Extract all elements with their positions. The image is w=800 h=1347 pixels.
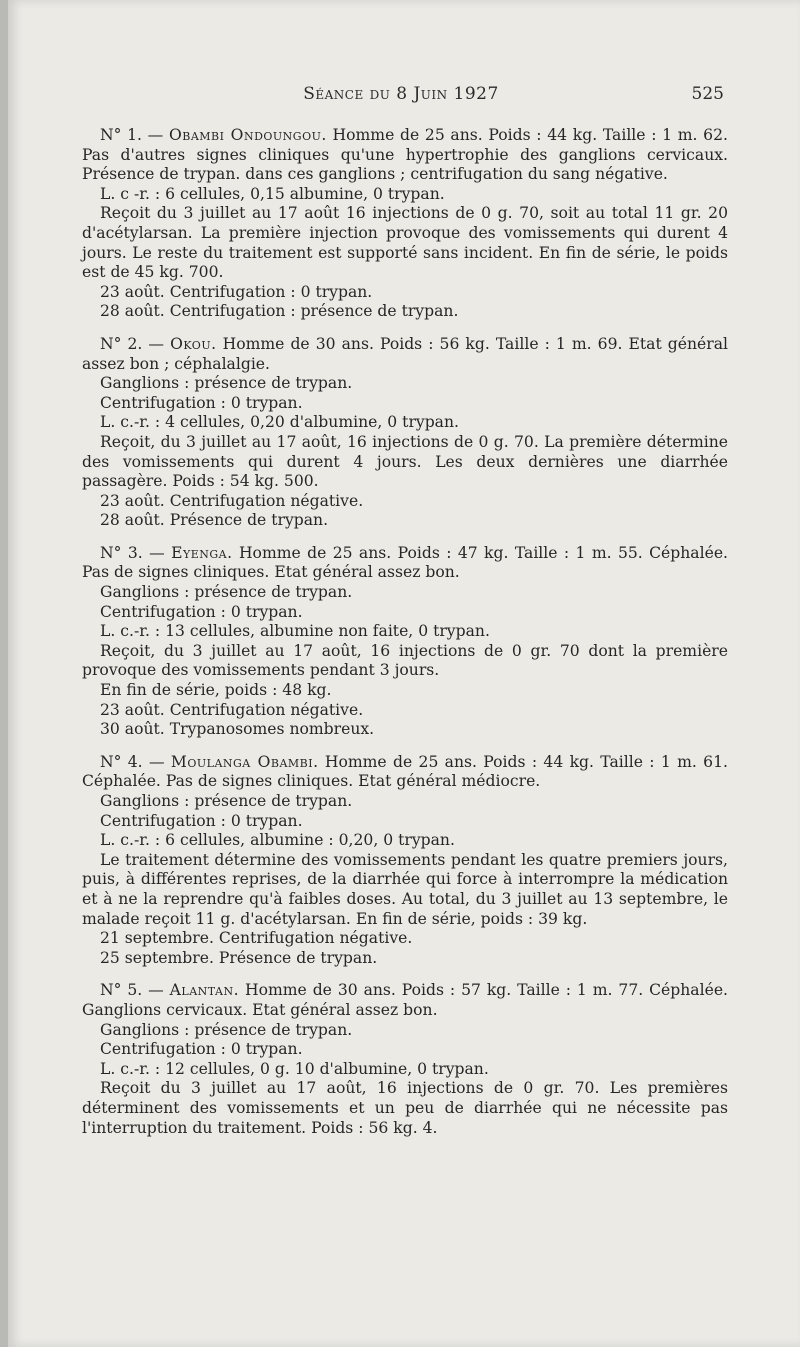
case-line: 23 août. Centrifugation négative. [100, 700, 364, 719]
case-line: L. c -r. : 6 cellules, 0,15 albumine, 0 trypan. [100, 184, 445, 203]
patient-name: Alantan. [169, 981, 240, 1000]
page-header [78, 84, 724, 108]
case-line: 25 septembre. Présence de trypan. [100, 948, 378, 967]
case-intro-text: Homme de 25 ans. Poids : 44 kg. Taille : 1 m. 61. Céphalée. Pas de signes cliniques. Etat général médiocre. [82, 752, 728, 791]
case-intro [82, 335, 728, 374]
case-intro-text: Homme de 30 ans. Poids : 56 kg. Taille : 1 m. 69. Etat général assez bon ; céphalalgie. [82, 334, 729, 373]
case-line: L. c.-r. : 4 cellules, 0,20 d'albumine, 0 trypan. [100, 413, 459, 432]
case-line: Le traitement détermine des vomissements pendant les quatre premiers jours, puis, à différentes reprises, de la diarrhée qui force à interrompre la médication et à ne la reprendre qu'à faibles doses. Au total, du 3 juillet au 13 septembre, le malade reçoit 11 g. d'acétylarsan. En fin de série, poids : 39 kg. [82, 850, 728, 928]
case-number: N° 2. — [100, 334, 165, 353]
case-line: 23 août. Centrifugation : 0 trypan. [100, 282, 373, 301]
case-number: N° 4. — [100, 752, 165, 771]
case-line: L. c.-r. : 6 cellules, albumine : 0,20, 0 trypan. [100, 831, 455, 850]
case-line: Reçoit du 3 juillet au 17 août 16 injections de 0 g. 70, soit au total 11 gr. 20 d'acétylarsan. La première injection provoque des vomissements qui durent 4 jours. Le reste du traitement est supporté sans incident. En fin de série, le poids est de 45 kg. 700. [82, 204, 728, 282]
case-line: Reçoit du 3 juillet au 17 août, 16 injections de 0 gr. 70. Les premières déterminent des vomissements et un peu de diarrhée qui ne nécessite pas l'interruption du traitement. Poids : 56 kg. 4. [82, 1079, 728, 1137]
document-page [8, 0, 800, 1347]
case-line: 28 août. Présence de trypan. [100, 511, 329, 530]
case-line: Centrifugation : 0 trypan. [100, 393, 303, 412]
case-intro-text: Homme de 25 ans. Poids : 44 kg. Taille : 1 m. 62. Pas d'autres signes cliniques qu'une hypertrophie des ganglions cervicaux. Présence de trypan. dans ces ganglions ; centrifugation du sang négative. [82, 126, 728, 184]
patient-name: Moulanga Obambi. [170, 752, 319, 771]
case-intro [82, 753, 728, 792]
case-1 [82, 126, 728, 322]
case-3 [82, 544, 728, 740]
case-line: L. c.-r. : 12 cellules, 0 g. 10 d'albumine, 0 trypan. [100, 1059, 489, 1078]
case-number: N° 1. — [100, 126, 164, 144]
case-line: Ganglions : présence de trypan. [100, 1020, 353, 1039]
case-line: Centrifugation : 0 trypan. [100, 602, 303, 621]
case-number: N° 5. — [100, 981, 164, 1000]
patient-name: Obambi Ondoungou. [168, 126, 327, 144]
case-intro-text: Homme de 25 ans. Poids : 47 kg. Taille : 1 m. 55. Céphalée. Pas de signes cliniques. Etat général assez bon. [82, 543, 728, 582]
case-line: 23 août. Centrifugation négative. [100, 491, 364, 510]
case-line: En fin de série, poids : 48 kg. [100, 681, 332, 700]
case-intro [82, 981, 728, 1020]
case-line: Ganglions : présence de trypan. [100, 583, 353, 602]
case-line: Reçoit, du 3 juillet au 17 août, 16 injections de 0 g. 70. La première détermine des vomissements qui durent 4 jours. Les deux dernières une diarrhée passagère. Poids : 54 kg. 500. [82, 432, 728, 491]
case-intro-text: Homme de 30 ans. Poids : 57 kg. Taille : 1 m. 77. Céphalée. Ganglions cervicaux. Etat général assez bon. [82, 981, 728, 1019]
case-intro [82, 544, 728, 583]
patient-name: Eyenga. [171, 543, 233, 562]
case-line: L. c.-r. : 13 cellules, albumine non faite, 0 trypan. [100, 622, 490, 641]
patient-name: Okou. [170, 334, 217, 353]
case-line: 21 septembre. Centrifugation négative. [100, 929, 413, 948]
case-2 [82, 335, 728, 531]
case-4 [82, 753, 728, 969]
case-intro [82, 126, 728, 185]
page-body [82, 126, 728, 1151]
case-line: Centrifugation : 0 trypan. [100, 1040, 303, 1059]
case-line: Centrifugation : 0 trypan. [100, 811, 303, 830]
running-head: Séance du 8 Juin 1927 [303, 84, 499, 104]
case-number: N° 3. — [100, 543, 165, 562]
case-line: Ganglions : présence de trypan. [100, 792, 353, 810]
case-line: 30 août. Trypanosomes nombreux. [100, 720, 375, 739]
case-5 [82, 981, 728, 1138]
case-line: 28 août. Centrifugation : présence de trypan. [100, 302, 459, 321]
case-line: Ganglions : présence de trypan. [100, 374, 353, 393]
page-number: 525 [691, 84, 724, 104]
case-line: Reçoit, du 3 juillet au 17 août, 16 injections de 0 gr. 70 dont la première provoque des vomissements pendant 3 jours. [82, 641, 728, 680]
